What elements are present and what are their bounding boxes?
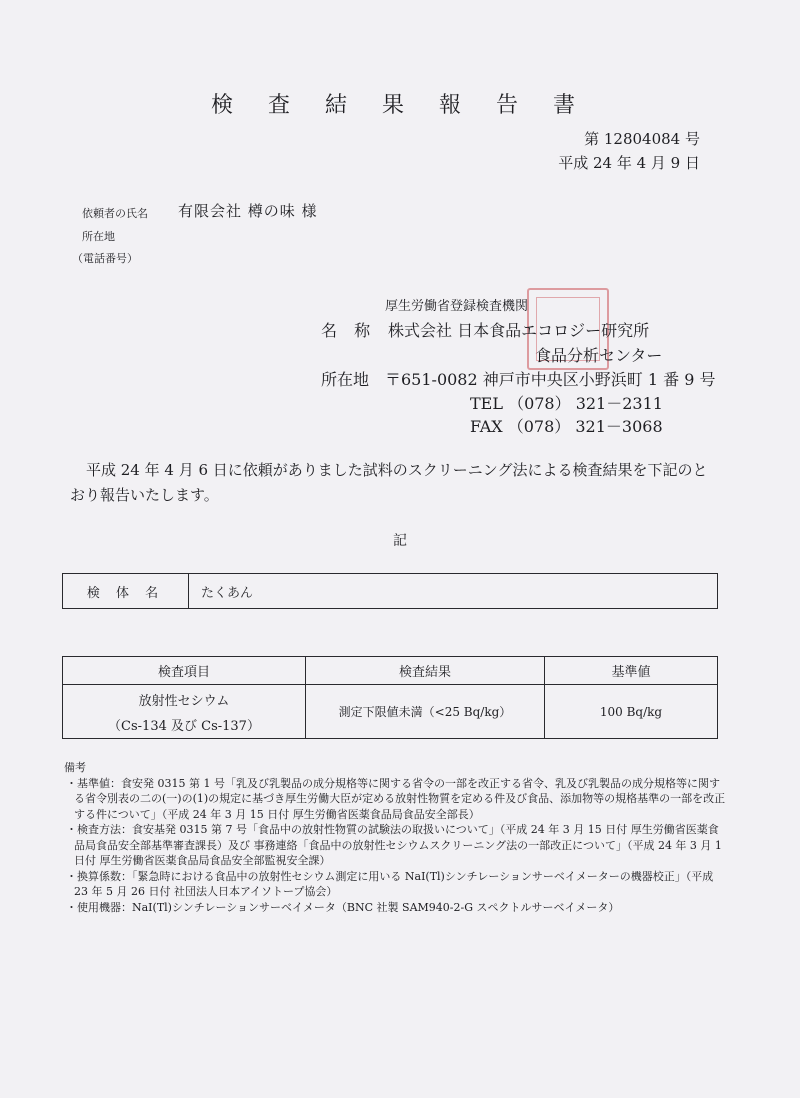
cell-standard-value: 100 Bq/kg xyxy=(545,685,718,739)
document-title: 検 査 結 果 報 告 書 xyxy=(211,93,589,118)
institution-division: 食品分析センター xyxy=(535,346,663,365)
sample-label: 検 体 名 xyxy=(63,574,189,609)
institution-address-label: 所在地 xyxy=(321,370,370,389)
report-statement: 平成 24 年 4 月 6 日に依頼がありました試料のスクリーニング法による検査結果を下記のとおり報告いたします。 xyxy=(70,461,708,504)
header-standard-value: 基準値 xyxy=(545,657,718,685)
registration-label: 厚生労働省登録検査機関 xyxy=(385,299,529,314)
cell-test-item xyxy=(63,685,306,739)
client-address-label: 所在地 xyxy=(82,230,115,243)
client-name: 有限会社 樽の味 様 xyxy=(178,202,318,220)
note-item: ・基準値：食安発 0315 第 1 号「乳及び乳製品の成分規格等に関する省令の一部を改正する省令、乳及び乳製品の成分規格等に関する省令別表の二の(一)の(1)の規定に基づき厚生労働大臣が定める放射性物質を定める件及び食品、添加物等の規格基準の一部を改正する件について」（平成 24 年 3 月 15 日付 厚生労働省医薬食品局食品安全部長） xyxy=(66,776,726,821)
header-test-item: 検査項目 xyxy=(63,657,306,685)
notes-section xyxy=(64,760,729,915)
header-test-result: 検査結果 xyxy=(306,657,545,685)
institution-address: 〒651-0082 神戸市中央区小野浜町 1 番 9 号 xyxy=(385,370,716,389)
test-item-line1: 放射性セシウム xyxy=(138,693,230,709)
note-item: ・使用機器：NaI(Tl)シンチレーションサーベイメータ（BNC 社製 SAM940-2-G スペクトルサーベイメータ） xyxy=(66,900,620,914)
note-item: ・換算係数：「緊急時における食品中の放射性セシウム測定に用いる NaI(Tl)シンチレーションサーベイメーターの機器校正」（平成 23 年 5 月 26 日付 社団法人日本アイソトープ協会） xyxy=(66,869,714,898)
sample-table xyxy=(62,573,718,609)
test-item-line2: （Cs-134 及び Cs-137） xyxy=(108,718,260,734)
document-date: 平成 24 年 4 月 9 日 xyxy=(558,154,700,172)
institution-fax: FAX （078） 321－3068 xyxy=(470,417,663,436)
institution-name-label: 名 称 xyxy=(321,321,377,340)
sample-name: たくあん xyxy=(189,574,718,609)
note-item: ・検査方法：食安基発 0315 第 7 号「食品中の放射性物質の試験法の取扱いについて」（平成 24 年 3 月 15 日付 厚生労働省医薬食品局食品安全部基準審査課長）及び 事務連絡「食品中の放射性セシウムスクリーニング法の一部改正について」（平成 24 年 3 月 1 日付 厚生労働省医薬食品局食品安全部監視安全課） xyxy=(66,823,722,867)
client-phone-label: （電話番号） xyxy=(72,252,138,265)
ki-heading: 記 xyxy=(393,533,407,549)
document-number: 第 12804084 号 xyxy=(584,130,700,148)
result-table xyxy=(62,656,718,739)
institution-tel: TEL （078） 321－2311 xyxy=(470,394,663,413)
client-name-label: 依頼者の氏名 xyxy=(82,207,148,220)
institution-name: 株式会社 日本食品エコロジー研究所 xyxy=(388,321,650,340)
cell-test-result: 測定下限値未満（<25 Bq/kg） xyxy=(306,685,545,739)
notes-heading: 備考 xyxy=(64,761,86,774)
